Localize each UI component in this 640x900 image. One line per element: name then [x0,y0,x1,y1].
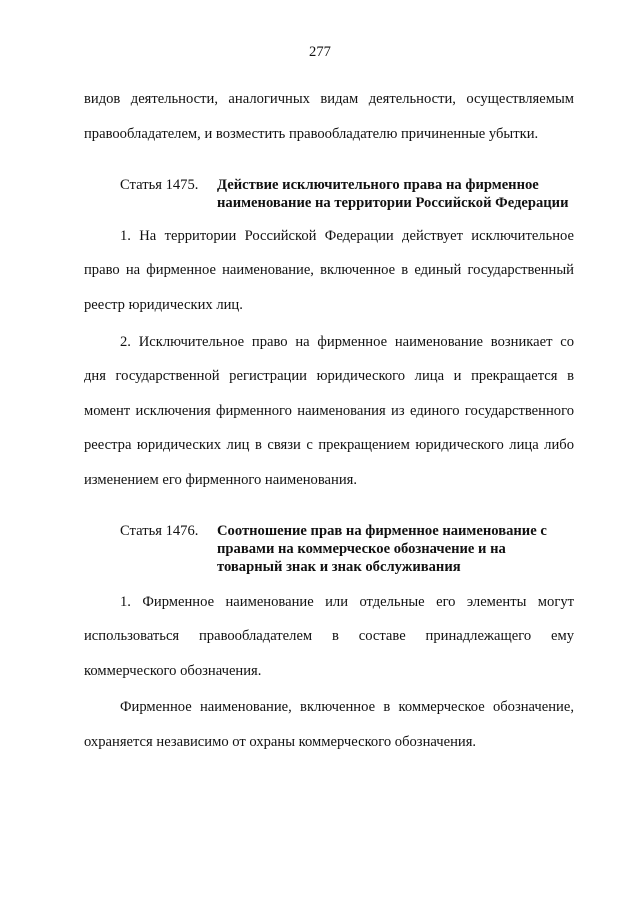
article-1476-p1-line-3: коммерческого обозначения. [84,663,262,679]
article-1476-p2-line-1: Фирменное наименование, включенное в коммерческое обозначение, [120,699,574,715]
article-1475-p2-line-1: 2. Исключительное право на фирменное наименование возникает со [120,334,574,350]
article-1475-p2-line-3: момент исключения фирменного наименования из единого государственного [84,403,574,419]
article-1475-p1-line-2: право на фирменное наименование, включенное в единый государственный [84,262,574,278]
article-1475-p1-line-1: 1. На территории Российской Федерации действует исключительное [120,228,574,244]
article-1476-p1-line-1: 1. Фирменное наименование или отдельные его элементы могут [120,594,574,610]
article-1476-title-line-1: Соотношение прав на фирменное наименование с [217,523,547,539]
intro-line-2: правообладателем, и возместить правообладателю причиненные убытки. [84,126,539,142]
article-1475-title-line-1: Действие исключительного права на фирменное [217,177,539,193]
page-number: 277 [309,44,331,60]
article-1475-p2-line-2: дня государственной регистрации юридического лица и прекращается в [84,368,574,384]
intro-line-1: видов деятельности, аналогичных видам деятельности, осуществляемым [84,91,574,107]
article-1475-title-line-2: наименование на территории Российской Федерации [217,195,569,211]
article-1475-p1-line-3: реестр юридических лиц. [84,297,243,313]
article-1476-label: Статья 1476. [120,523,199,539]
article-1476-p1-line-2: использоваться правообладателем в составе принадлежащего ему [84,628,574,644]
article-1476-title-line-3: товарный знак и знак обслуживания [217,559,461,575]
article-1476-title-line-2: правами на коммерческое обозначение и на [217,541,506,557]
article-1475-p2-line-5: изменением его фирменного наименования. [84,472,358,488]
article-1476-p2-line-2: охраняется независимо от охраны коммерческого обозначения. [84,734,477,750]
article-1475-label: Статья 1475. [120,177,199,193]
article-1475-p2-line-4: реестра юридических лиц в связи с прекращением юридического лица либо [84,437,574,453]
